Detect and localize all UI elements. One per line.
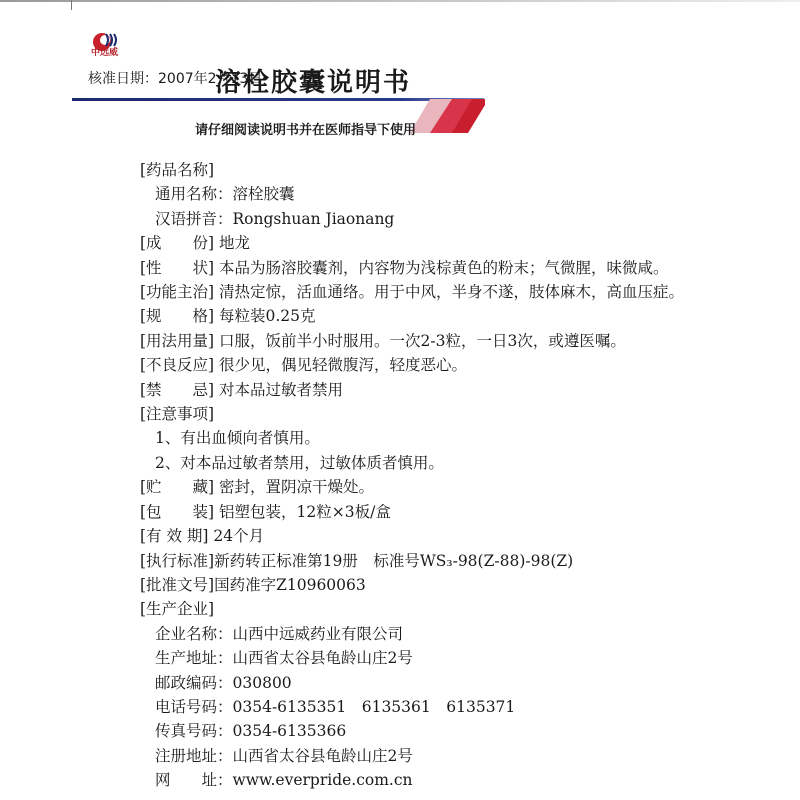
leaflet-line: 2、对本品过敏者禁用，过敏体质者慎用。 <box>155 453 444 472</box>
leaflet-line: 企业名称：山西中远威药业有限公司 <box>155 624 404 643</box>
leaflet-line: [成 份] 地龙 <box>140 234 251 253</box>
leaflet-line: [不良反应] 很少见，偶见轻微腹泻，轻度恶心。 <box>140 356 468 375</box>
leaflet-line: [贮 藏] 密封，置阴凉干燥处。 <box>140 478 375 497</box>
leaflet-line: 传真号码：0354-6135366 <box>155 722 347 741</box>
leaflet-line: [注意事项] <box>140 405 215 424</box>
leaflet-line: 注册地址：山西省太谷县龟龄山庄2号 <box>155 746 413 765</box>
logo-text: 中远威 <box>91 48 119 58</box>
leaflet-line: [有 效 期] 24个月 <box>140 527 265 546</box>
leaflet-line: 生产地址：山西省太谷县龟龄山庄2号 <box>155 649 413 668</box>
leaflet-line: 邮政编码：030800 <box>155 673 292 692</box>
usage-notice: 请仔细阅读说明书并在医师指导下使用 <box>195 123 417 138</box>
leaflet-line: [批准文号]国药准字Z10960063 <box>140 575 366 594</box>
leaflet-line: [用法用量] 口服，饭前半小时服用。一次2-3粒，一日3次，或遵医嘱。 <box>140 331 626 350</box>
leaflet-line: 汉语拼音：Rongshuan Jiaonang <box>155 209 395 228</box>
leaflet-line: [包 装] 铝塑包装，12粒×3板/盒 <box>140 502 391 521</box>
leaflet-line: [生产企业] <box>140 600 215 619</box>
leaflet-line: [功能主治] 清热定惊，活血通络。用于中风，半身不遂，肢体麻木，高血压症。 <box>140 283 685 302</box>
leaflet-line: 通用名称：溶栓胶囊 <box>155 185 295 204</box>
leaflet-line: [禁 忌] 对本品过敏者禁用 <box>140 380 344 399</box>
leaflet-line: 1、有出血倾向者慎用。 <box>155 429 320 448</box>
leaflet-line: [规 格] 每粒装0.25克 <box>140 307 316 326</box>
leaflet-line: [性 状] 本品为肠溶胶囊剂，内容物为浅棕黄色的粉末；气微腥，味微咸。 <box>140 258 669 277</box>
leaflet-line: 网 址：www.everpride.com.cn <box>155 771 413 790</box>
scan-left-edge <box>71 0 72 10</box>
leaflet-line: [执行标准]新药转正标准第19册 标准号WS₃-98(Z-88)-98(Z) <box>140 551 574 570</box>
leaflet-line: 电话号码：0354-6135351 6135361 6135371 <box>155 697 516 716</box>
scan-top-edge <box>0 0 800 2</box>
approval-date: 核准日期：2007年2月13日 <box>88 71 263 87</box>
leaflet-line: [药品名称] <box>140 161 215 179</box>
leaflet-body <box>140 158 684 793</box>
page-title: 溶栓胶囊说明书 <box>215 68 412 98</box>
